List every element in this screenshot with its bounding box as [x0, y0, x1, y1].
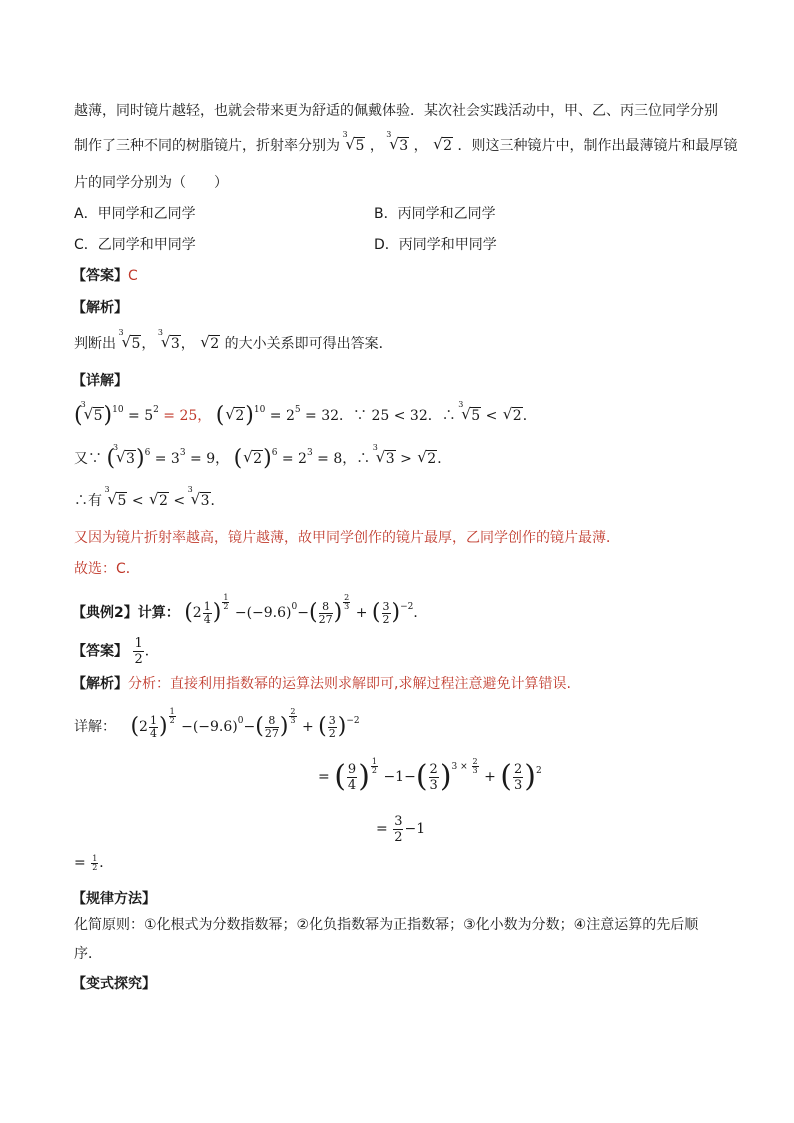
choose-text: 故选：C．: [74, 561, 140, 577]
eq2-part-a: = 3: [154, 451, 180, 467]
eq2-prefix: 又∵: [74, 451, 102, 467]
eq1-part-c: = 2: [269, 408, 295, 424]
answer-value: C: [128, 268, 138, 284]
option-c: C．乙同学和甲同学: [74, 237, 196, 253]
problem-text-line-1: 越薄，同时镜片越轻，也就会带来更为舒适的佩戴体验．某次社会实践活动中，甲、乙、丙三位同学分别: [74, 103, 718, 119]
analysis-after: 的大小关系即可得出答案．: [224, 336, 393, 352]
line2-text-after: ．则这三种镜片中，制作出最薄镜片和最厚镜: [457, 138, 738, 154]
option-b: B．丙同学和乙同学: [374, 206, 496, 222]
method-line-2: 序．: [74, 946, 102, 962]
eq2-part-d: = 8，∴: [317, 451, 371, 467]
analysis-text-1: 判断出 3 √ 5， 3 √ 3， √ 2 的大小关系即可得出答案．: [74, 328, 393, 352]
detail-step-1: = ( $\frac{9}{4}$ ) $^{\frac{1}{2}}$ −1−( $\frac{2}{3}$ )$^{3 \times \frac{2}{3}}$ + ( $\frac{2}{3}$ )$^2$: [318, 757, 542, 794]
answer-label: 【答案】: [72, 268, 128, 284]
eq2-part-b: = 9，: [190, 451, 230, 467]
problem-text-line-3: 片的同学分别为（ ）: [74, 175, 228, 191]
answer-fraction: $\frac{1}{2}$: [134, 636, 143, 667]
root-3-of-5: 3 √ 5: [342, 130, 365, 154]
method-label: 【规律方法】: [72, 891, 156, 907]
problem-text-line-2: 制作了三种不同的树脂镜片，折射率分别为 3 √ 5 ， 3 √ 3 ， √ 2 ．则这三种镜片中，制作出最薄镜片和最厚镜: [74, 130, 738, 154]
example-2-label: 【典例2】计算：: [72, 605, 180, 621]
variant-label: 【变式探究】: [72, 976, 156, 992]
option-d: D．丙同学和甲同学: [374, 237, 497, 253]
method-line-1: 化简原则：①化根式为分数指数幂；②化负指数幂为正指数幂；③化小数为分数；④注意运算的先后顺: [74, 917, 699, 933]
eq2-part-c: = 2: [281, 451, 307, 467]
detail-equation-3: ∴有 3 √ 5 < √ 2 < 3 √ 3．: [74, 485, 225, 509]
eq1-part-a: = 5: [128, 408, 154, 424]
detail-line-2-start: 详解： (2 $\frac{1}{4}$ ) $^{\frac{1}{2}}$ $-(-9.6)^0-$( $\frac{8}{27}$ ) $^{\frac{2}{3}}$ + ( $\frac{3}{2}$ )$^{-2}$: [74, 707, 360, 740]
answer-line-2: 【答案】 $\frac{1}{2}$ ．: [72, 636, 159, 667]
detail-label-1: 【详解】: [72, 373, 128, 389]
eq1-part-b: = 25，: [163, 408, 212, 424]
detail-step-2: = $\frac{3}{2}$ −1: [376, 813, 426, 845]
detail-final: = $\frac{1}{2}$ ．: [74, 853, 114, 872]
example-2-problem: 【典例2】计算： (2 $\frac{1}{4}$ ) $^{\frac{1}{2}}$ $-(-9.6)^0-$( $\frac{8}{27}$ ) $^{\frac{2}{3}}$ + ( $\frac{3}{2}$ )$^{-2}$．: [72, 593, 428, 626]
conclusion-text: 又因为镜片折射率越高，镜片越薄，故甲同学创作的镜片最厚，乙同学创作的镜片最薄．: [74, 530, 620, 546]
detail-equation-1: ( 3 √ $5)^{10} = 5^2 = 25$， ( √ $2)^{10} = 2^5 = 32$．∵ 25 < 32．∴ 3 √ 5 < √ 2．: [74, 400, 537, 428]
eq3-prefix: ∴有: [74, 493, 102, 509]
detail-equation-2: 又∵ ( 3 √ $3)^6 = 3^3 = 9$， ( √ $2)^6 = 2^3 = 8$，∴ 3 √ 3 > √ 2．: [74, 443, 452, 471]
root-3-of-3: 3 √ 3: [386, 130, 409, 154]
answer-label-2: 【答案】: [72, 643, 128, 660]
option-a: A．甲同学和乙同学: [74, 206, 196, 222]
analysis-label-1: 【解析】: [72, 300, 128, 316]
line2-text-before: 制作了三种不同的树脂镜片，折射率分别为: [74, 138, 340, 154]
analysis-label-2: 【解析】: [72, 676, 128, 692]
analysis-before: 判断出: [74, 336, 116, 352]
detail-label-2: 详解：: [74, 719, 116, 735]
analysis-text-2: 分析：直接利用指数幂的运算法则求解即可,求解过程注意避免计算错误.: [128, 676, 571, 692]
eq1-part-d: = 32．∵ 25 < 32．∴: [305, 408, 456, 424]
analysis-line-2: [72, 674, 571, 694]
answer-line-1: [72, 266, 138, 286]
sqrt-2: √ 2: [433, 135, 453, 154]
